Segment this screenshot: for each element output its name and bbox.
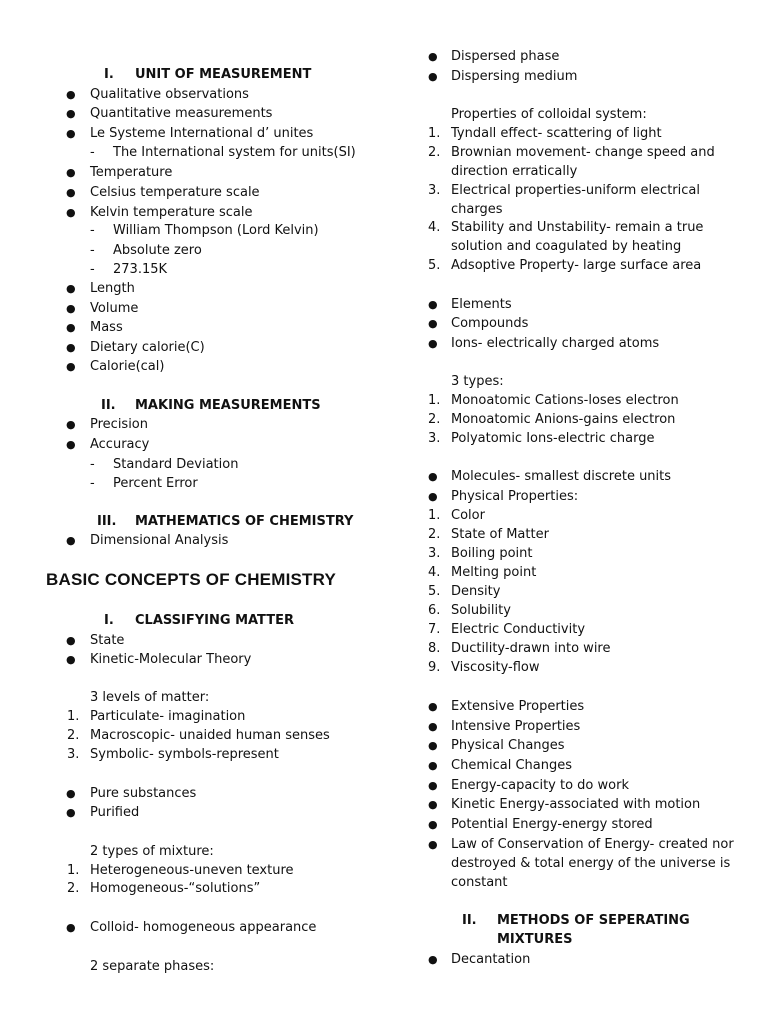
list-item: Symbolic- symbols-represent bbox=[90, 747, 279, 762]
list-item: Quantitative measurements bbox=[90, 106, 273, 121]
number-marker: 3. bbox=[428, 431, 441, 446]
list-item: Electric Conductivity bbox=[451, 622, 586, 637]
bullet-marker: ● bbox=[428, 953, 438, 966]
list-item: Elements bbox=[451, 297, 512, 312]
list-item: Volume bbox=[90, 301, 139, 316]
list-item: Heterogeneous-uneven texture bbox=[90, 863, 294, 878]
list-item: Homogeneous-“solutions” bbox=[90, 881, 261, 896]
list-item: Length bbox=[90, 281, 135, 296]
bullet-marker: ● bbox=[428, 700, 438, 713]
bullet-marker: ● bbox=[66, 186, 76, 199]
section-heading: UNIT OF MEASUREMENT bbox=[135, 67, 312, 82]
list-item: Monoatomic Cations-loses electron bbox=[451, 393, 679, 408]
bullet-marker: ● bbox=[66, 282, 76, 295]
number-marker: 8. bbox=[428, 641, 441, 656]
list-item: Intensive Properties bbox=[451, 719, 581, 734]
bullet-marker: ● bbox=[66, 321, 76, 334]
number-marker: 1. bbox=[67, 863, 80, 878]
list-item: Stability and Unstability- remain a true bbox=[451, 220, 704, 235]
number-marker: 5. bbox=[428, 258, 441, 273]
list-item: The International system for units(SI) bbox=[113, 145, 356, 160]
subheading: 2 separate phases: bbox=[90, 959, 215, 974]
list-item: Physical Changes bbox=[451, 738, 565, 753]
number-marker: 4. bbox=[428, 565, 441, 580]
list-item: Color bbox=[451, 508, 485, 523]
list-item: Celsius temperature scale bbox=[90, 185, 260, 200]
bullet-marker: ● bbox=[66, 534, 76, 547]
list-item: Potential Energy-energy stored bbox=[451, 817, 653, 832]
number-marker: 1. bbox=[428, 393, 441, 408]
number-marker: 2. bbox=[428, 412, 441, 427]
bullet-marker: ● bbox=[428, 70, 438, 83]
subheading: Properties of colloidal system: bbox=[451, 107, 647, 122]
bullet-marker: ● bbox=[66, 653, 76, 666]
bullet-marker: ● bbox=[428, 818, 438, 831]
list-item: Accuracy bbox=[90, 437, 150, 452]
list-item: Kelvin temperature scale bbox=[90, 205, 253, 220]
number-marker: 2. bbox=[67, 881, 80, 896]
list-item: Qualitative observations bbox=[90, 87, 249, 102]
subheading: 2 types of mixture: bbox=[90, 844, 214, 859]
number-marker: 1. bbox=[67, 709, 80, 724]
list-item-continued: charges bbox=[451, 202, 503, 217]
list-item: Electrical properties-uniform electrical bbox=[451, 183, 700, 198]
dash-marker: - bbox=[90, 145, 95, 160]
number-marker: 3. bbox=[428, 183, 441, 198]
list-item: Pure substances bbox=[90, 786, 197, 801]
list-item: Energy-capacity to do work bbox=[451, 778, 629, 793]
list-item: Molecules- smallest discrete units bbox=[451, 469, 672, 484]
section-numeral: III. bbox=[97, 514, 117, 529]
bullet-marker: ● bbox=[428, 798, 438, 811]
list-item-continued: solution and coagulated by heating bbox=[451, 239, 682, 254]
section-numeral: II. bbox=[462, 913, 477, 928]
list-item: Dimensional Analysis bbox=[90, 533, 229, 548]
bullet-marker: ● bbox=[66, 166, 76, 179]
bullet-marker: ● bbox=[428, 490, 438, 503]
bullet-marker: ● bbox=[66, 921, 76, 934]
bullet-marker: ● bbox=[66, 806, 76, 819]
number-marker: 2. bbox=[428, 145, 441, 160]
number-marker: 2. bbox=[428, 527, 441, 542]
bullet-marker: ● bbox=[66, 634, 76, 647]
page-title: BASIC CONCEPTS OF CHEMISTRY bbox=[46, 570, 337, 589]
list-item: Ions- electrically charged atoms bbox=[451, 336, 660, 351]
bullet-marker: ● bbox=[66, 438, 76, 451]
list-item: Chemical Changes bbox=[451, 758, 572, 773]
bullet-marker: ● bbox=[428, 298, 438, 311]
number-marker: 1. bbox=[428, 508, 441, 523]
dash-marker: - bbox=[90, 457, 95, 472]
bullet-marker: ● bbox=[66, 418, 76, 431]
list-item: Solubility bbox=[451, 603, 511, 618]
list-item: Dispersed phase bbox=[451, 49, 560, 64]
dash-marker: - bbox=[90, 223, 95, 238]
list-item: Temperature bbox=[90, 165, 173, 180]
list-item: Absolute zero bbox=[113, 243, 202, 258]
list-item: Melting point bbox=[451, 565, 537, 580]
list-item: Dietary calorie(C) bbox=[90, 340, 205, 355]
list-item: Tyndall effect- scattering of light bbox=[451, 126, 662, 141]
list-item: State of Matter bbox=[451, 527, 549, 542]
bullet-marker: ● bbox=[428, 838, 438, 851]
bullet-marker: ● bbox=[428, 759, 438, 772]
list-item: Density bbox=[451, 584, 501, 599]
bullet-marker: ● bbox=[66, 360, 76, 373]
bullet-marker: ● bbox=[428, 739, 438, 752]
bullet-marker: ● bbox=[428, 779, 438, 792]
list-item: Decantation bbox=[451, 952, 531, 967]
dash-marker: - bbox=[90, 476, 95, 491]
list-item: Brownian movement- change speed and bbox=[451, 145, 715, 160]
number-marker: 4. bbox=[428, 220, 441, 235]
section-heading-continued: MIXTURES bbox=[497, 932, 573, 947]
list-item: Compounds bbox=[451, 316, 529, 331]
list-item: Kinetic-Molecular Theory bbox=[90, 652, 252, 667]
list-item: Polyatomic Ions-electric charge bbox=[451, 431, 655, 446]
bullet-marker: ● bbox=[428, 317, 438, 330]
section-numeral: I. bbox=[104, 613, 114, 628]
bullet-marker: ● bbox=[428, 470, 438, 483]
section-numeral: II. bbox=[101, 398, 116, 413]
list-item-continued: constant bbox=[451, 875, 508, 890]
section-heading: MAKING MEASUREMENTS bbox=[135, 398, 321, 413]
list-item: Boiling point bbox=[451, 546, 533, 561]
list-item: Extensive Properties bbox=[451, 699, 585, 714]
list-item: Purified bbox=[90, 805, 140, 820]
list-item: Percent Error bbox=[113, 476, 198, 491]
number-marker: 2. bbox=[67, 728, 80, 743]
list-item-continued: direction erratically bbox=[451, 164, 578, 179]
list-item: State bbox=[90, 633, 125, 648]
section-heading: MATHEMATICS OF CHEMISTRY bbox=[135, 514, 354, 529]
list-item: Mass bbox=[90, 320, 123, 335]
number-marker: 5. bbox=[428, 584, 441, 599]
bullet-marker: ● bbox=[428, 720, 438, 733]
bullet-marker: ● bbox=[428, 50, 438, 63]
list-item: Colloid- homogeneous appearance bbox=[90, 920, 317, 935]
list-item: Adsoptive Property- large surface area bbox=[451, 258, 702, 273]
bullet-marker: ● bbox=[66, 206, 76, 219]
bullet-marker: ● bbox=[66, 127, 76, 140]
section-heading: CLASSIFYING MATTER bbox=[135, 613, 294, 628]
list-item: Ductility-drawn into wire bbox=[451, 641, 611, 656]
list-item: Monoatomic Anions-gains electron bbox=[451, 412, 676, 427]
list-item: Standard Deviation bbox=[113, 457, 239, 472]
bullet-marker: ● bbox=[66, 302, 76, 315]
bullet-marker: ● bbox=[66, 787, 76, 800]
section-heading: METHODS OF SEPERATING bbox=[497, 913, 690, 928]
section-numeral: I. bbox=[104, 67, 114, 82]
list-item: Dispersing medium bbox=[451, 69, 578, 84]
list-item: Calorie(cal) bbox=[90, 359, 165, 374]
list-item: Particulate- imagination bbox=[90, 709, 246, 724]
subheading: 3 types: bbox=[451, 374, 504, 389]
list-item: Macroscopic- unaided human senses bbox=[90, 728, 330, 743]
number-marker: 3. bbox=[67, 747, 80, 762]
dash-marker: - bbox=[90, 243, 95, 258]
subheading: 3 levels of matter: bbox=[90, 690, 210, 705]
list-item: Physical Properties: bbox=[451, 489, 579, 504]
dash-marker: - bbox=[90, 262, 95, 277]
list-item: Le Systeme International d’ unites bbox=[90, 126, 314, 141]
list-item: Law of Conservation of Energy- created nor bbox=[451, 837, 734, 852]
list-item: Precision bbox=[90, 417, 149, 432]
list-item: Viscosity-flow bbox=[451, 660, 540, 675]
bullet-marker: ● bbox=[66, 107, 76, 120]
list-item: William Thompson (Lord Kelvin) bbox=[113, 223, 319, 238]
bullet-marker: ● bbox=[66, 341, 76, 354]
number-marker: 9. bbox=[428, 660, 441, 675]
bullet-marker: ● bbox=[66, 88, 76, 101]
number-marker: 7. bbox=[428, 622, 441, 637]
number-marker: 3. bbox=[428, 546, 441, 561]
list-item: Kinetic Energy-associated with motion bbox=[451, 797, 701, 812]
number-marker: 6. bbox=[428, 603, 441, 618]
number-marker: 1. bbox=[428, 126, 441, 141]
bullet-marker: ● bbox=[428, 337, 438, 350]
list-item: 273.15K bbox=[113, 262, 168, 277]
list-item-continued: destroyed & total energy of the universe is bbox=[451, 856, 731, 871]
